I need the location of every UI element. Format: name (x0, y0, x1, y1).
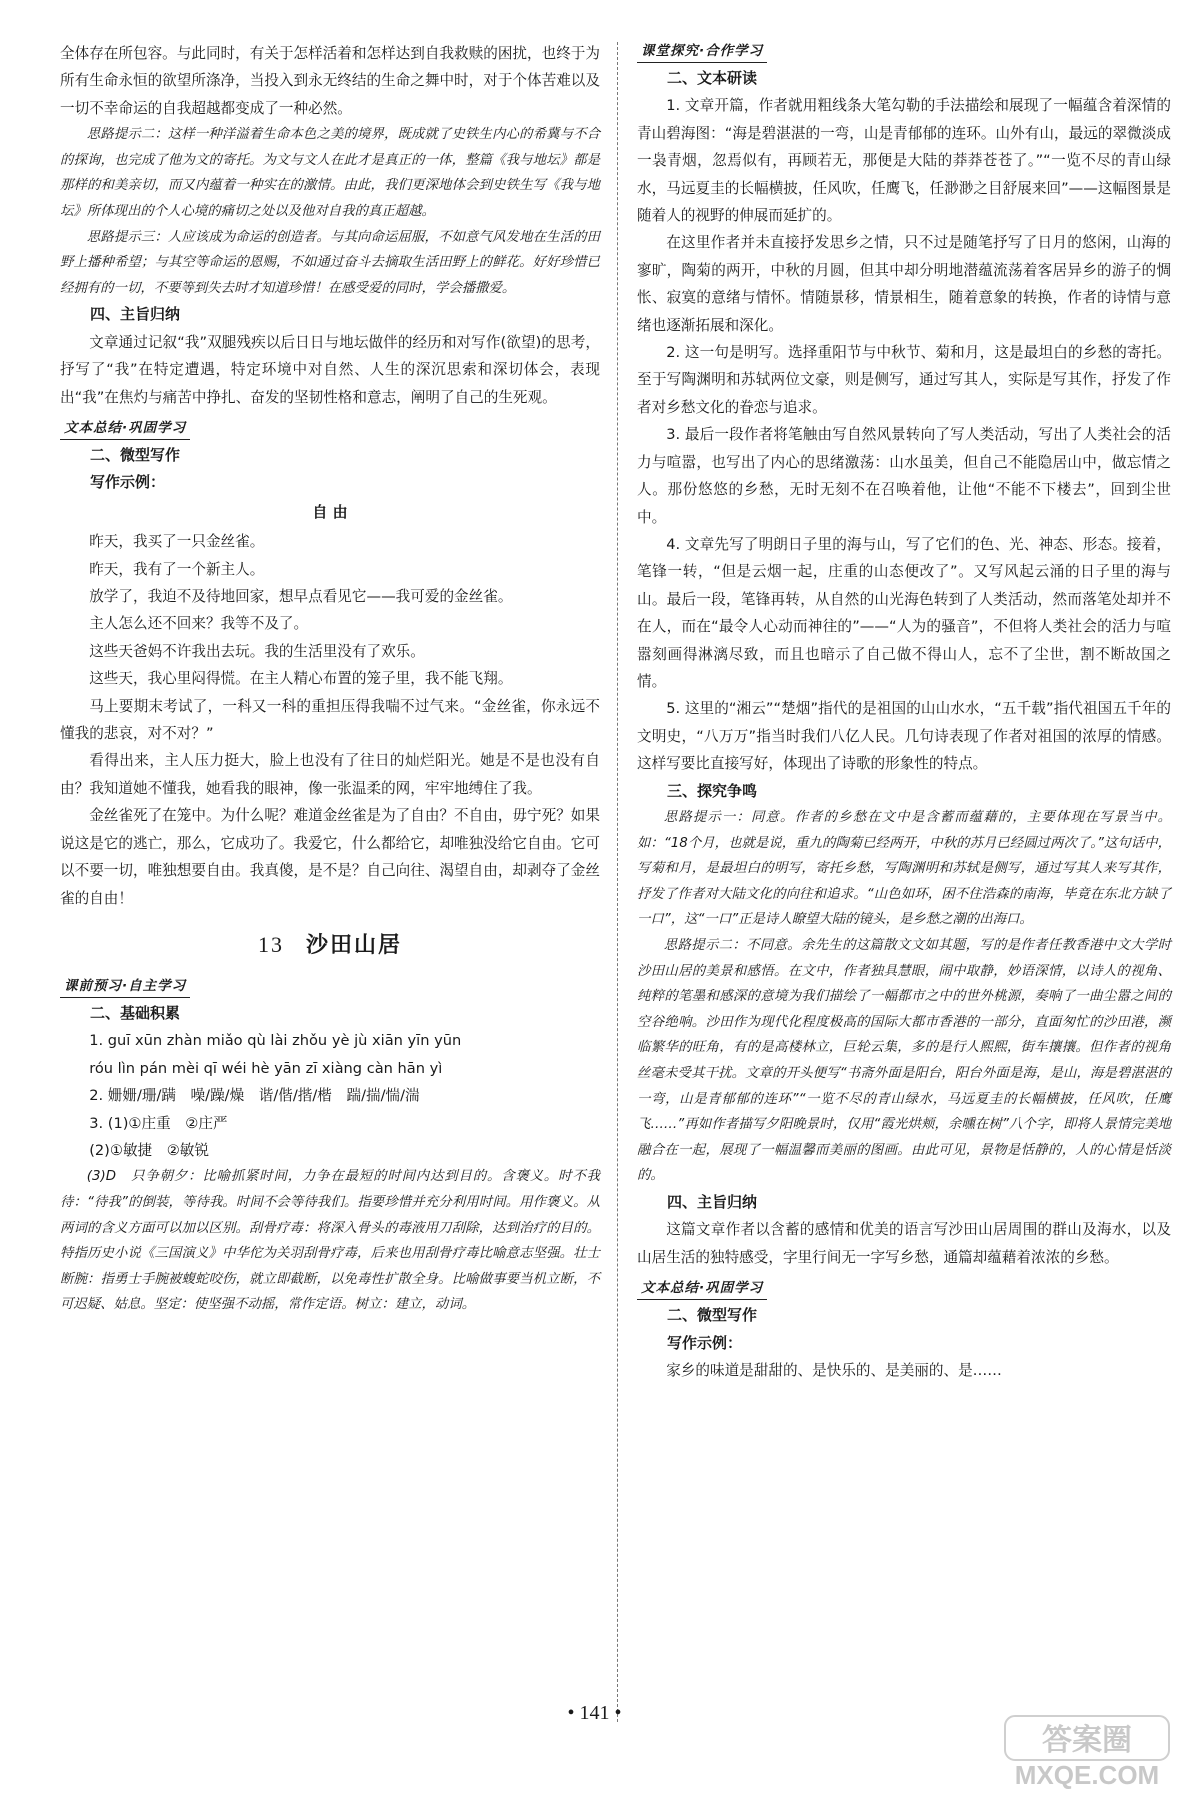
pinyin-line: róu lìn pán mèi qī wéi hè yān zī xiàng càn hān yì (89, 1059, 443, 1077)
section-heading: 二、基础积累 (90, 1003, 181, 1022)
answer-line: 3. (1)①庄重 ②庄严 (89, 1114, 228, 1132)
section-label: 课堂探究·合作学习 (637, 40, 767, 63)
answer-explanation: (3)D 只争朝夕：比喻抓紧时间，力争在最短的时间内达到目的。含褒义。时不我待：“待我”的倒装，等待我。时间不会等待我们。指要珍惜并充分利用时间。用作褒义。从两词的含义方面可以加以区别。刮骨疗毒：将深入骨头的毒液用刀刮除，达到治疗的目的。特指历史小说《三国演义》中华佗为关羽刮骨疗毒，后来也用刮骨疗毒比喻意志坚强。壮士断腕：指勇士手腕被蝮蛇咬伤，就立即截断，以免毒性扩散全身。比喻做事要当机立断，不可迟疑、姑息。坚定：使坚强不动摇，常作定语。树立：建立，动词。 (60, 1169, 600, 1313)
subheading: 写作示例： (667, 1333, 743, 1352)
essay-line: 这些天，我心里闷得慌。在主人精心布置的笼子里，我不能飞翔。 (89, 670, 513, 688)
answer-line: 2. 姗姗/珊/蹒 噪/躁/燥 谐/偕/揩/楷 踹/揣/惴/湍 (89, 1087, 420, 1105)
watermark-logo (999, 1712, 1175, 1790)
right-column (637, 40, 1171, 1384)
paragraph: 在这里作者并未直接抒发思乡之情，只不过是随笔抒写了日月的悠闲，山海的寥旷，陶菊的两开，中秋的月圆，但其中却分明地潜蕴流荡着客居异乡的游子的惆怅、寂寞的意绪与情怀。情随景移，情景相生，随着意象的转换，作者的诗情与意绪也逐渐拓展和深化。 (637, 234, 1171, 334)
section-label: 文本总结·巩固学习 (60, 417, 190, 440)
section-heading: 二、文本研读 (667, 69, 758, 87)
section-label: 课前预习·自主学习 (60, 975, 190, 998)
section-heading: 四、主旨归纳 (667, 1192, 758, 1211)
essay-title: 自 由 (312, 502, 348, 521)
paragraph: 1. 文章开篇，作者就用粗线条大笔勾勒的手法描绘和展现了一幅蕴含着深情的青山碧海图：“海是碧湛湛的一弯，山是青郁郁的连环。山外有山，最远的翠微淡成一袅青烟，忽焉似有，再顾若无，那便是大陆的莽莽苍苍了。”“一览不尽的青山绿水，马远夏圭的长幅横披，任风吹，任鹰飞，任渺渺之目舒展来回”——这幅图景是随着人的视野的伸展而延扩的。 (637, 97, 1171, 225)
essay-line: 主人怎么还不回来？我等不及了。 (89, 615, 309, 633)
paragraph: 这篇文章作者以含蓄的感情和优美的语言写沙田山居周围的群山及海水，以及山居生活的独特感受，字里行间无一字写乡愁，通篇却蕴藉着浓浓的乡愁。 (637, 1221, 1171, 1266)
essay-line: 金丝雀死了在笼中。为什么呢？难道金丝雀是为了自由？不自由，毋宁死？如果说这是它的逃亡，那么，它成功了。我爱它，什么都给它，却唯独没给它自由。它可以不要一切，唯独想要自由。我真傻，是不是？自己向往、渴望自由，却剥夺了金丝雀的自由！ (60, 807, 600, 907)
section-heading: 四、主旨归纳 (90, 305, 181, 324)
answer-line: (2)①敏捷 ②敏锐 (89, 1141, 209, 1159)
hint-three: 思路提示三：人应该成为命运的创造者。与其向命运屈服，不如意气风发地在生活的田野上播种希望；与其空等命运的恩赐，不如通过奋斗去摘取生活田野上的鲜花。好好珍惜已经拥有的一切，不要等到失去时才知道珍惜！在感受爱的同时，学会播撒爱。 (60, 229, 600, 296)
paragraph: 家乡的味道是甜甜的、是快乐的、是美丽的、是…… (666, 1361, 1002, 1379)
pinyin-line: 1. guī xūn zhàn miǎo qù lài zhǒu yè jù xiān yīn yūn (89, 1032, 462, 1050)
watermark-text-top: 答案圈 (1042, 1723, 1132, 1758)
section-heading: 三、探究争鸣 (667, 781, 758, 800)
section-label: 文本总结·巩固学习 (637, 1277, 767, 1300)
paragraph: 全体存在所包容。与此同时，有关于怎样活着和怎样达到自我救赎的困扰，也终于为所有生命永恒的欲望所涤净，当投入到永无终结的生命之舞中时，对于个体苦难以及一切不幸命运的自我超越都变成了一种必然。 (60, 45, 600, 117)
lesson-name: 沙田山居 (305, 931, 402, 958)
paragraph: 文章通过记叙“我”双腿残疾以后日日与地坛做伴的经历和对写作(欲望)的思考，抒写了“我”在特定遭遇，特定环境中对自然、人生的深沉思索和深切体会，表现出“我”在焦灼与痛苦中挣扎、奋发的坚韧性格和意志，阐明了自己的生死观。 (60, 333, 600, 406)
page-number: • 141 • (567, 1702, 622, 1724)
column-divider (617, 42, 618, 1722)
section-heading: 二、微型写作 (667, 1306, 758, 1325)
essay-line: 马上要期末考试了，一科又一科的重担压得我喘不过气来。“金丝雀，你永远不懂我的悲哀，对不对？” (60, 697, 600, 743)
paragraph: 2. 这一句是明写。选择重阳节与中秋节、菊和月，这是最坦白的乡愁的寄托。至于写陶渊明和苏轼两位文豪，则是侧写，通过写其人，实际是写其作，抒发了作者对乡愁文化的眷恋与追求。 (637, 344, 1171, 416)
paragraph: 4. 文章先写了明朗日子里的海与山，写了它们的色、光、神态、形态。接着，笔锋一转，“但是云烟一起，庄重的山态便改了”。又写风起云涌的日子里的海与山。最后一段，笔锋再转，从自然的山光海色转到了人类活动，然而落笔处却并不在人，而在“最令人心动而神往的”——“人为的骚音”，不但将人类社会的活力与喧嚣刻画得淋漓尽致，而且也暗示了自己做不得山人，忘不了尘世，割不断故国之情。 (637, 535, 1171, 690)
essay-line: 这些天爸妈不许我出去玩。我的生活里没有了欢乐。 (89, 642, 425, 660)
hint-one: 思路提示一：同意。作者的乡愁在文中是含蓄而蕴藉的，主要体现在写景当中。如：“18个月，也就是说，重九的陶菊已经两开，中秋的苏月已经圆过两次了。”这句话中，写菊和月，是最坦白的明写，寄托乡愁，写陶渊明和苏轼是侧写，通过写其人来写其作，抒发了作者对大陆文化的向往和追求。“山色如环，困不住浩森的南海，毕竟在东北方缺了一口”，这“一口”正是诗人瞭望大陆的镜头，是乡愁之潮的出海口。 (637, 809, 1171, 928)
paragraph: 3. 最后一段作者将笔触由写自然风景转向了写人类活动，写出了人类社会的活力与喧嚣，也写出了内心的思绪激荡：山水虽美，但自己不能隐居山中，做忘情之人。那份悠悠的乡愁，无时无刻不在召唤着他，让他“不能不下楼去”，回到尘世中。 (637, 426, 1171, 526)
essay-line: 昨天，我买了一只金丝雀。 (89, 533, 265, 551)
hint-two: 思路提示二：这样一种洋溢着生命本色之美的境界，既成就了史铁生内心的希冀与不合的探询，也完成了他为文的寄托。为文与文人在此才是真正的一体，整篇《我与地坛》都是那样的和美亲切，而又内蕴着一种实在的激情。由此，我们更深地体会到史铁生写《我与地坛》所体现出的个人心境的痛切之处以及他对自我的真正超越。 (60, 127, 600, 219)
lesson-number: 13 (257, 931, 284, 957)
watermark-text-bottom: MXQE.COM (1014, 1760, 1160, 1790)
subheading: 写作示例： (90, 473, 166, 492)
essay-line: 昨天，我有了一个新主人。 (89, 560, 265, 578)
essay-line: 看得出来，主人压力挺大，脸上也没有了往日的灿烂阳光。她是不是也没有自由？我知道她不懂我，她看我的眼神，像一张温柔的网，牢牢地缚住了我。 (60, 752, 600, 797)
hint-two: 思路提示二：不同意。余先生的这篇散文文如其题，写的是作者任教香港中文大学时沙田山居的美景和感悟。在文中，作者独具慧眼，闹中取静，妙语深情，以诗人的视角、纯粹的笔墨和感深的意境为我们描绘了一幅都市之中的世外桃源，奏响了一曲尘嚣之间的空谷绝响。沙田作为现代化程度极高的国际大都市香港的一部分，直面匆忙的沙田港，濒临繁华的旺角，有的是高楼林立，巨轮云集，多的是行人熙熙，街车攘攘。但作者的视角丝毫未受其干扰。文章的开头便写“书斋外面是阳台，阳台外面是海，是山，海是碧湛湛的一弯，山是青郁郁的连环”“一览不尽的青山绿水，马远夏圭的长幅横披，任风吹，任鹰飞……”再如作者描写夕阳晚景时，仅用“霞光烘颊，余曛在树”八个字，即将人景情完美地融合在一起，展现了一幅温馨而美丽的图画。由此可见，景物是恬静的，人的心情是恬淡的。 (637, 937, 1171, 1184)
paragraph: 5. 这里的“湘云”“楚烟”指代的是祖国的山山水水，“五千载”指代祖国五千年的文明史，“八万万”指当时我们八亿人民。几句诗表现了作者对祖国的浓厚的情感。这样写要比直接写好，体现出了诗歌的形象性的特点。 (637, 700, 1171, 773)
essay-line: 放学了，我迫不及待地回家，想早点看见它——我可爱的金丝雀。 (89, 588, 513, 606)
lesson-title (60, 928, 600, 959)
left-column (60, 40, 600, 1318)
section-heading: 二、微型写作 (90, 446, 181, 464)
